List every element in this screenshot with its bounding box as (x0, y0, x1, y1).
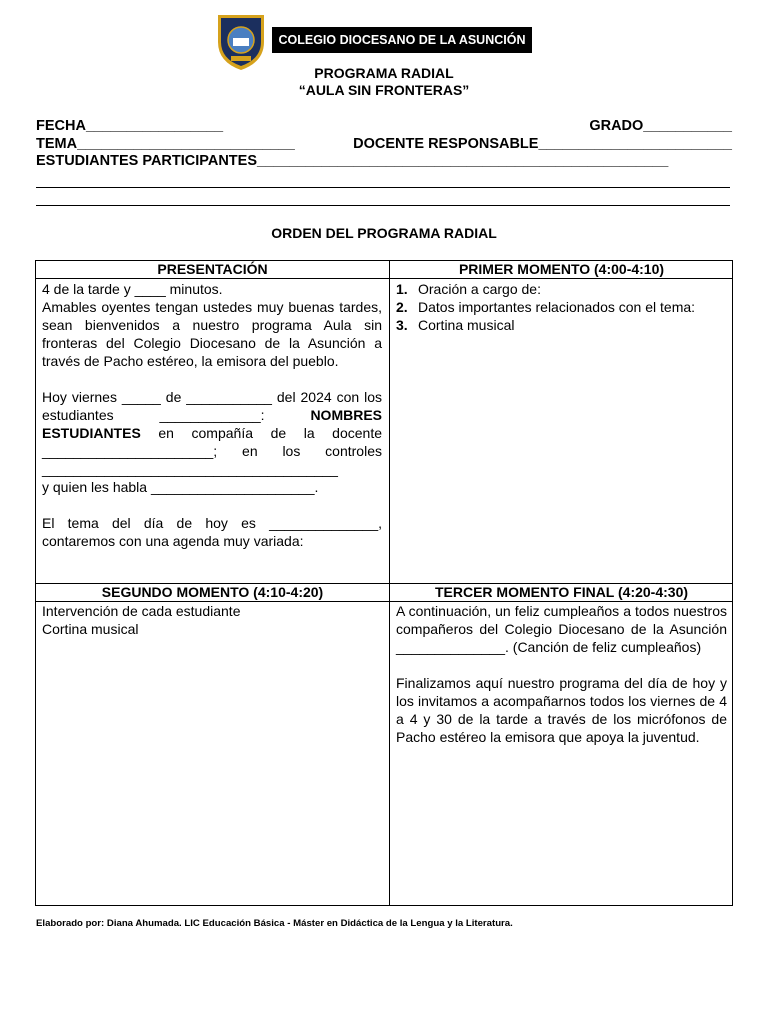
fecha-field: FECHA_________________ (36, 118, 224, 134)
docente-field: DOCENTE RESPONSABLE________________________ (353, 136, 732, 152)
presentacion-header: PRESENTACIÓN (157, 261, 268, 277)
crest-book (233, 38, 249, 46)
primer-momento-cell (396, 280, 726, 334)
segundo-momento-line-2: Cortina musical (42, 621, 139, 637)
presentacion-today-paragraph: Hoy viernes _____ de ___________ del 2024 con los estudiantes _____________: NOMBRES ESTUDIANTES en compañía de la docente ______________________; en los controles ______________________________________ (42, 389, 382, 477)
program-name: “AULA SIN FRONTERAS” (298, 82, 470, 98)
tercer-momento-birthday: A continuación, un feliz cumpleaños a todos nuestros compañeros del Colegio Diocesano de la Asunción ______________. (Canción de feliz cumpleaños) (396, 603, 727, 655)
segundo-momento-cell (42, 602, 382, 638)
presentacion-topic: El tema del día de hoy es ______________, contaremos con una agenda muy variada: (42, 515, 382, 549)
table-row-divider (36, 278, 732, 279)
tema-field: TEMA___________________________ (36, 136, 295, 152)
crest-ribbon (231, 56, 251, 61)
presentacion-greeting: Amables oyentes tengan ustedes muy buenas tardes, sean bienvenidos a nuestro programa Aula sin fronteras del Colegio Diocesano de la Asunción a través de Pacho estéreo, la emisora del pueblo. (42, 299, 382, 369)
blank-line-2 (36, 205, 730, 206)
tercer-momento-header: TERCER MOMENTO FINAL (4:20-4:30) (434, 584, 689, 600)
estudiantes-field: ESTUDIANTES PARTICIPANTES___________________________________________________ (36, 153, 669, 169)
primer-momento-list (396, 280, 726, 334)
presentacion-cell (42, 280, 382, 550)
section-title: ORDEN DEL PROGRAMA RADIAL (271, 225, 497, 241)
presentacion-time-line: 4 de la tarde y ____ minutos. (42, 281, 223, 297)
school-crest-logo (214, 12, 268, 72)
list-item: 1. Oración a cargo de: (396, 281, 541, 297)
blank-line-1 (36, 187, 730, 188)
list-item: 2. Datos importantes relacionados con el tema: (396, 299, 696, 315)
list-item: 3. Cortina musical (396, 317, 515, 333)
presentacion-speaker-line: y quien les habla _____________________. (42, 479, 319, 495)
school-name-banner: COLEGIO DIOCESANO DE LA ASUNCIÓN (272, 27, 532, 53)
program-order-table (35, 260, 733, 906)
tercer-momento-closing: Finalizamos aquí nuestro programa del día de hoy y los invitamos a acompañarnos todos los viernes de 4 a 4 y 30 de la tarde a través de los micrófonos de Pacho estéreo la emisora que apoya la juventud. (396, 675, 727, 745)
program-label: PROGRAMA RADIAL (314, 65, 454, 81)
segundo-momento-line-1: Intervención de cada estudiante (42, 603, 241, 619)
tercer-momento-cell (396, 602, 727, 746)
grado-field: GRADO___________ (589, 118, 732, 134)
author-footer: Elaborado por: Diana Ahumada. LIC Educación Básica - Máster en Didáctica de la Lengua y la Literatura. (36, 918, 513, 929)
nombres-estudiantes-label: NOMBRES ESTUDIANTES (42, 407, 382, 441)
primer-momento-header: PRIMER MOMENTO (4:00-4:10) (458, 261, 665, 277)
segundo-momento-header: SEGUNDO MOMENTO (4:10-4:20) (101, 584, 324, 600)
